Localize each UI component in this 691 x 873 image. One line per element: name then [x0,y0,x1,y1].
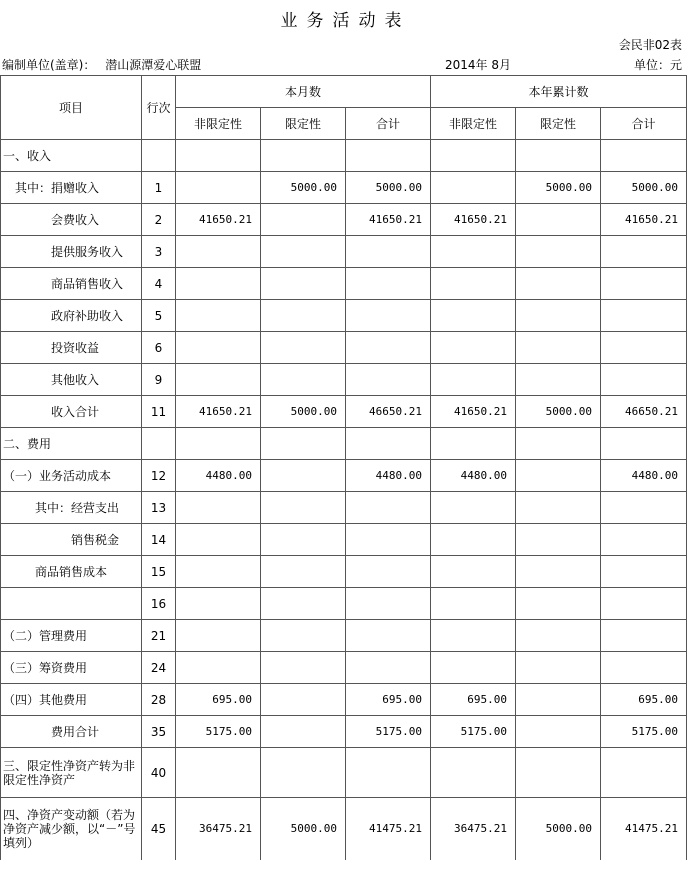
ytd-unrestricted [431,172,516,204]
header-this-month: 本月数 [176,76,431,108]
month-unrestricted: 4480.00 [176,460,261,492]
ytd-restricted [516,364,601,396]
table-row [1,748,687,798]
month-unrestricted: 36475.21 [176,798,261,860]
month-unrestricted [176,556,261,588]
ytd-total [601,236,687,268]
ytd-unrestricted [431,588,516,620]
month-unrestricted [176,236,261,268]
ytd-restricted [516,300,601,332]
header-ytd-unrestricted: 非限定性 [431,108,516,140]
row-line: 4 [142,268,176,300]
row-item: 销售税金 [1,524,142,556]
month-total [346,748,431,798]
table-row [1,172,687,204]
month-total [346,364,431,396]
month-restricted [261,492,346,524]
month-total: 41650.21 [346,204,431,236]
row-item: （一）业务活动成本 [1,460,142,492]
ytd-total [601,332,687,364]
month-restricted [261,620,346,652]
row-line: 9 [142,364,176,396]
row-item: 提供服务收入 [1,236,142,268]
table-row [1,524,687,556]
ytd-unrestricted [431,140,516,172]
header-month-restricted: 限定性 [261,108,346,140]
header-ytd: 本年累计数 [431,76,687,108]
table-row [1,364,687,396]
ytd-unrestricted: 36475.21 [431,798,516,860]
ytd-total: 4480.00 [601,460,687,492]
month-restricted [261,204,346,236]
table-row [1,268,687,300]
ytd-total [601,524,687,556]
month-total [346,428,431,460]
ytd-restricted [516,428,601,460]
row-item: 收入合计 [1,396,142,428]
ytd-unrestricted [431,748,516,798]
row-item: 四、净资产变动额（若为净资产减少额，以“－”号填列） [1,798,142,860]
ytd-unrestricted [431,556,516,588]
month-restricted [261,684,346,716]
report-title: 业务活动表 [280,11,411,31]
ytd-unrestricted [431,300,516,332]
report-meta [2,56,682,72]
month-unrestricted [176,172,261,204]
table-row [1,556,687,588]
month-total: 46650.21 [346,396,431,428]
ytd-restricted [516,684,601,716]
month-restricted: 5000.00 [261,798,346,860]
row-line: 15 [142,556,176,588]
ytd-restricted [516,204,601,236]
month-unrestricted [176,364,261,396]
table-body [1,140,687,860]
row-line: 40 [142,748,176,798]
table-row [1,684,687,716]
month-restricted [261,428,346,460]
row-item: （二）管理费用 [1,620,142,652]
ytd-restricted [516,268,601,300]
row-line: 45 [142,798,176,860]
table-row [1,620,687,652]
month-total [346,140,431,172]
row-item: 投资收益 [1,332,142,364]
reporting-unit [2,56,201,73]
ytd-total [601,428,687,460]
ytd-unrestricted: 5175.00 [431,716,516,748]
table-header [1,76,687,140]
ytd-restricted [516,140,601,172]
row-line: 24 [142,652,176,684]
ytd-unrestricted [431,236,516,268]
month-unrestricted [176,524,261,556]
month-unrestricted: 41650.21 [176,396,261,428]
ytd-restricted [516,620,601,652]
table-row [1,716,687,748]
row-line: 16 [142,588,176,620]
ytd-total: 41650.21 [601,204,687,236]
row-item: 商品销售收入 [1,268,142,300]
ytd-restricted [516,332,601,364]
header-month-unrestricted: 非限定性 [176,108,261,140]
row-item: 其中：捐赠收入 [1,172,142,204]
table-row [1,204,687,236]
header-item: 项目 [1,76,142,140]
month-unrestricted: 695.00 [176,684,261,716]
ytd-restricted [516,748,601,798]
header-ytd-restricted: 限定性 [516,108,601,140]
table-row [1,460,687,492]
row-item: 二、费用 [1,428,142,460]
ytd-total: 5000.00 [601,172,687,204]
row-item: （三）筹资费用 [1,652,142,684]
table-row [1,798,687,860]
row-line: 2 [142,204,176,236]
row-item: 三、限定性净资产转为非限定性净资产 [1,748,142,798]
ytd-total [601,588,687,620]
row-line: 21 [142,620,176,652]
month-restricted [261,300,346,332]
month-total: 5175.00 [346,716,431,748]
ytd-unrestricted [431,492,516,524]
month-unrestricted [176,332,261,364]
month-total [346,300,431,332]
month-restricted [261,236,346,268]
ytd-total [601,556,687,588]
ytd-unrestricted [431,620,516,652]
ytd-unrestricted [431,364,516,396]
ytd-restricted: 5000.00 [516,172,601,204]
ytd-restricted [516,236,601,268]
unit-label: 编制单位(盖章)： [2,58,96,72]
table-row [1,332,687,364]
month-unrestricted [176,588,261,620]
month-unrestricted [176,140,261,172]
month-total [346,524,431,556]
report-period: 2014年 8月 [445,58,511,72]
month-restricted [261,140,346,172]
unit-name: 潜山源潭爱心联盟 [105,58,202,72]
month-total [346,588,431,620]
month-total: 4480.00 [346,460,431,492]
row-item: 政府补助收入 [1,300,142,332]
month-total: 41475.21 [346,798,431,860]
ytd-unrestricted [431,652,516,684]
ytd-total [601,300,687,332]
month-restricted [261,524,346,556]
row-line: 1 [142,172,176,204]
activity-table [0,75,687,860]
ytd-total [601,268,687,300]
table-row [1,396,687,428]
ytd-unrestricted: 695.00 [431,684,516,716]
currency-unit: 单位：元 [633,58,682,72]
month-unrestricted [176,652,261,684]
ytd-restricted: 5000.00 [516,798,601,860]
row-line: 12 [142,460,176,492]
ytd-restricted [516,588,601,620]
ytd-restricted [516,492,601,524]
month-total: 695.00 [346,684,431,716]
row-item: 一、收入 [1,140,142,172]
month-restricted [261,716,346,748]
row-line [142,428,176,460]
row-item [1,588,142,620]
ytd-total: 41475.21 [601,798,687,860]
table-row [1,652,687,684]
header-month-total: 合计 [346,108,431,140]
ytd-restricted: 5000.00 [516,396,601,428]
table-row [1,140,687,172]
header-ytd-total: 合计 [601,108,687,140]
ytd-total [601,492,687,524]
month-restricted [261,268,346,300]
month-total [346,268,431,300]
month-unrestricted [176,268,261,300]
month-restricted [261,332,346,364]
ytd-unrestricted [431,428,516,460]
row-line: 6 [142,332,176,364]
table-row [1,428,687,460]
table-row [1,236,687,268]
row-line: 13 [142,492,176,524]
ytd-unrestricted [431,268,516,300]
month-total [346,620,431,652]
month-total [346,492,431,524]
month-restricted: 5000.00 [261,172,346,204]
ytd-total [601,620,687,652]
ytd-total [601,140,687,172]
row-line [142,140,176,172]
table-row [1,492,687,524]
ytd-restricted [516,556,601,588]
ytd-unrestricted: 4480.00 [431,460,516,492]
table-row [1,588,687,620]
month-restricted [261,556,346,588]
month-total [346,332,431,364]
month-unrestricted: 5175.00 [176,716,261,748]
month-restricted [261,588,346,620]
row-item: （四）其他费用 [1,684,142,716]
month-restricted [261,748,346,798]
month-restricted [261,652,346,684]
month-restricted [261,364,346,396]
month-total [346,236,431,268]
row-item: 其他收入 [1,364,142,396]
row-item: 商品销售成本 [1,556,142,588]
month-restricted [261,460,346,492]
month-unrestricted [176,492,261,524]
ytd-total: 695.00 [601,684,687,716]
row-line: 35 [142,716,176,748]
month-unrestricted [176,300,261,332]
row-line: 11 [142,396,176,428]
row-line: 14 [142,524,176,556]
month-unrestricted [176,428,261,460]
header-line: 行次 [142,76,176,140]
month-unrestricted [176,748,261,798]
month-unrestricted [176,620,261,652]
ytd-restricted [516,524,601,556]
ytd-total [601,652,687,684]
month-total [346,652,431,684]
ytd-restricted [516,652,601,684]
row-line: 3 [142,236,176,268]
row-line: 28 [142,684,176,716]
ytd-unrestricted: 41650.21 [431,204,516,236]
ytd-restricted [516,716,601,748]
month-restricted: 5000.00 [261,396,346,428]
row-item: 会费收入 [1,204,142,236]
ytd-restricted [516,460,601,492]
form-code: 会民非02表 [618,38,682,52]
row-line: 5 [142,300,176,332]
month-total [346,556,431,588]
ytd-unrestricted [431,524,516,556]
ytd-total [601,364,687,396]
month-total: 5000.00 [346,172,431,204]
ytd-total: 46650.21 [601,396,687,428]
ytd-total: 5175.00 [601,716,687,748]
ytd-unrestricted: 41650.21 [431,396,516,428]
ytd-unrestricted [431,332,516,364]
row-item: 其中：经营支出 [1,492,142,524]
row-item: 费用合计 [1,716,142,748]
table-row [1,300,687,332]
month-unrestricted: 41650.21 [176,204,261,236]
ytd-total [601,748,687,798]
